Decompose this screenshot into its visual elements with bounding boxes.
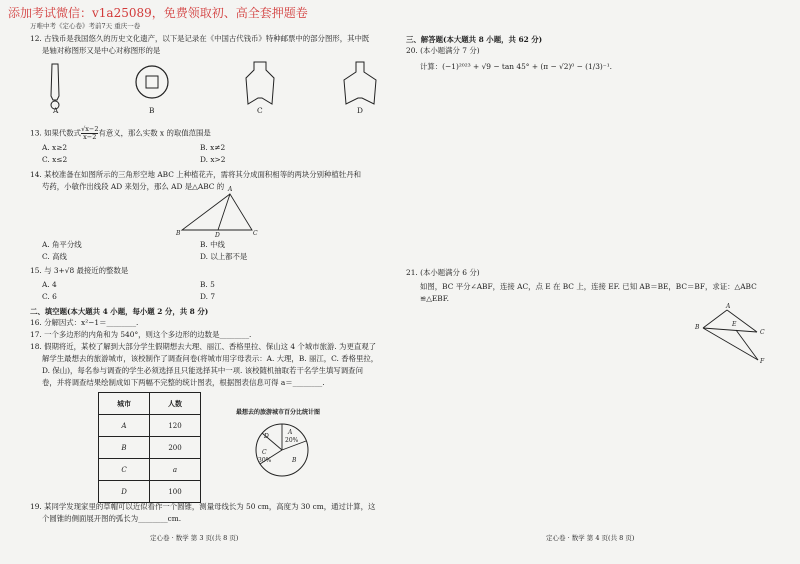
table-cell-count: 100 (150, 481, 201, 503)
table-header-count: 人数 (150, 393, 201, 415)
table-cell-city: B (99, 437, 150, 459)
q14-option-d: D. 以上都不是 (200, 252, 248, 261)
q21-point-f: F (760, 358, 765, 365)
q14-point-a: A (228, 186, 233, 193)
q13-option-c: C. x≤2 (42, 155, 68, 164)
q13-numerator: √x−2 (81, 125, 99, 133)
q17-text: 17. 一个多边形的内角和为 540°，则这个多边形的边数是________. (30, 330, 252, 339)
q12-label-d: D (357, 106, 363, 115)
table-cell-city: C (99, 459, 150, 481)
q14-stem-line2: 芍药，小敏作出线段 AD 来划分，那么 AD 是△ABC 的 (42, 182, 225, 191)
left-page-footer: 定心卷 · 数学 第 3 页(共 8 页) (150, 534, 239, 542)
table-cell-city: A (99, 415, 150, 437)
q13-pre: 13. 如果代数式 (30, 128, 82, 138)
q21-point-a: A (726, 303, 731, 310)
pie-label-d: D (264, 433, 269, 440)
q21-title: 21. (本小题满分 6 分) (406, 268, 480, 277)
q14-option-b: B. 中线 (200, 240, 225, 249)
q21-point-b: B (695, 324, 700, 331)
q18-line3: D. 保山)，每名参与调查的学生必须选择且只能选择其中一项. 该校随机抽取若干名学生填写调查问 (42, 366, 363, 375)
q13-denominator: x−2 (83, 133, 97, 141)
q21-line1: 如图，BC 平分∠ABF，连接 AC，点 E 在 BC 上，连接 EF. 已知 AB＝BE，BC＝BF，求证：△ABC (420, 282, 757, 291)
q13-option-d: D. x>2 (200, 155, 226, 164)
q16-text: 16. 分解因式：x²−1＝________. (30, 318, 139, 327)
table-cell-count: 200 (150, 437, 201, 459)
q14-option-c: C. 高线 (42, 252, 67, 261)
q12-stem-line1: 12. 古钱币是我国悠久的历史文化遗产，以下是记录在《中国古代钱币》特种邮票中的部分图形，其中既 (30, 34, 370, 43)
pie-label-b: B (292, 457, 297, 464)
right-page-footer: 定心卷 · 数学 第 4 页(共 8 页) (546, 534, 635, 542)
q14-stem-line1: 14. 某校准备在如图所示的三角形空地 ABC 上种植花卉，需将其分成面积相等的两块分别种植牡丹和 (30, 170, 361, 179)
q13-post: 有意义，那么实数 x 的取值范围是 (98, 128, 211, 138)
q15-stem: 15. 与 3+√8 最接近的整数是 (30, 266, 129, 275)
q21-line2: ≌△EBF. (420, 294, 450, 303)
table-header-city: 城市 (99, 393, 150, 415)
q21-point-c: C (760, 329, 765, 336)
pie-label-c: C (262, 449, 267, 456)
q15-option-b: B. 5 (200, 280, 215, 289)
q13-option-a: A. x≥2 (42, 143, 68, 152)
q18-line1: 18. 假期将近，某校了解到大部分学生假期想去大理、丽江、香格里拉、保山这 4 个城市旅游. 为更直观了 (30, 342, 377, 351)
q14-point-c: C (253, 230, 258, 237)
q20-title: 20. (本小题满分 7 分) (406, 46, 480, 55)
q21-point-e: E (732, 321, 737, 328)
q18-line2: 解学生最想去的旅游城市，该校制作了调查问卷(将城市用字母表示：A. 大理，B. 丽江，C. 香格里拉， (42, 354, 379, 363)
table-cell-city: D (99, 481, 150, 503)
q14-point-b: B (176, 230, 181, 237)
pie-label-a-percent: 20% (285, 437, 299, 444)
section-3-title: 三、解答题(本大题共 8 小题，共 62 分) (406, 35, 543, 44)
q15-option-a: A. 4 (42, 280, 57, 289)
q12-label-a: A (53, 106, 59, 115)
q12-label-b: B (149, 106, 155, 115)
q13-option-b: B. x≠2 (200, 143, 226, 152)
q15-option-c: C. 6 (42, 292, 57, 301)
table-cell-count: 120 (150, 415, 201, 437)
q19-line1: 19. 某同学发现家里的草帽可以近似看作一个圆锥，测量母线长为 50 cm，高度为 30 cm，通过计算，这 (30, 502, 376, 511)
pie-label-c-percent: 30% (258, 457, 272, 464)
section-2-title: 二、填空题(本大题共 4 小题，每小题 2 分，共 8 分) (30, 307, 209, 316)
q14-option-a: A. 角平分线 (42, 240, 82, 249)
q20-expression: 计算：(−1)²⁰²³ + √9 − tan 45° + (π − √2)⁰ − (1/3)⁻¹. (420, 62, 613, 71)
watermark: 添加考试微信：v1a25089，免费领取初、高全套押题卷 (8, 6, 308, 20)
q15-option-d: D. 7 (200, 292, 216, 301)
pie-label-a: A (288, 429, 293, 436)
q12-stem-line2: 是轴对称图形又是中心对称图形的是 (42, 46, 161, 55)
page-header: 万唯中考《定心卷》考前7天 重庆一卷 (30, 22, 141, 30)
q19-line2: 个圆锥的侧面展开图的弧长为________cm. (42, 514, 182, 523)
q12-label-c: C (257, 106, 263, 115)
q14-point-d: D (215, 232, 220, 239)
table-cell-count: a (150, 459, 201, 481)
q18-pie-title: 最想去的旅游城市百分比统计图 (236, 409, 321, 416)
q18-line4: 卷，并将调查结果绘制成如下两幅不完整的统计图表，根据图表信息可得 a＝________. (42, 378, 325, 387)
